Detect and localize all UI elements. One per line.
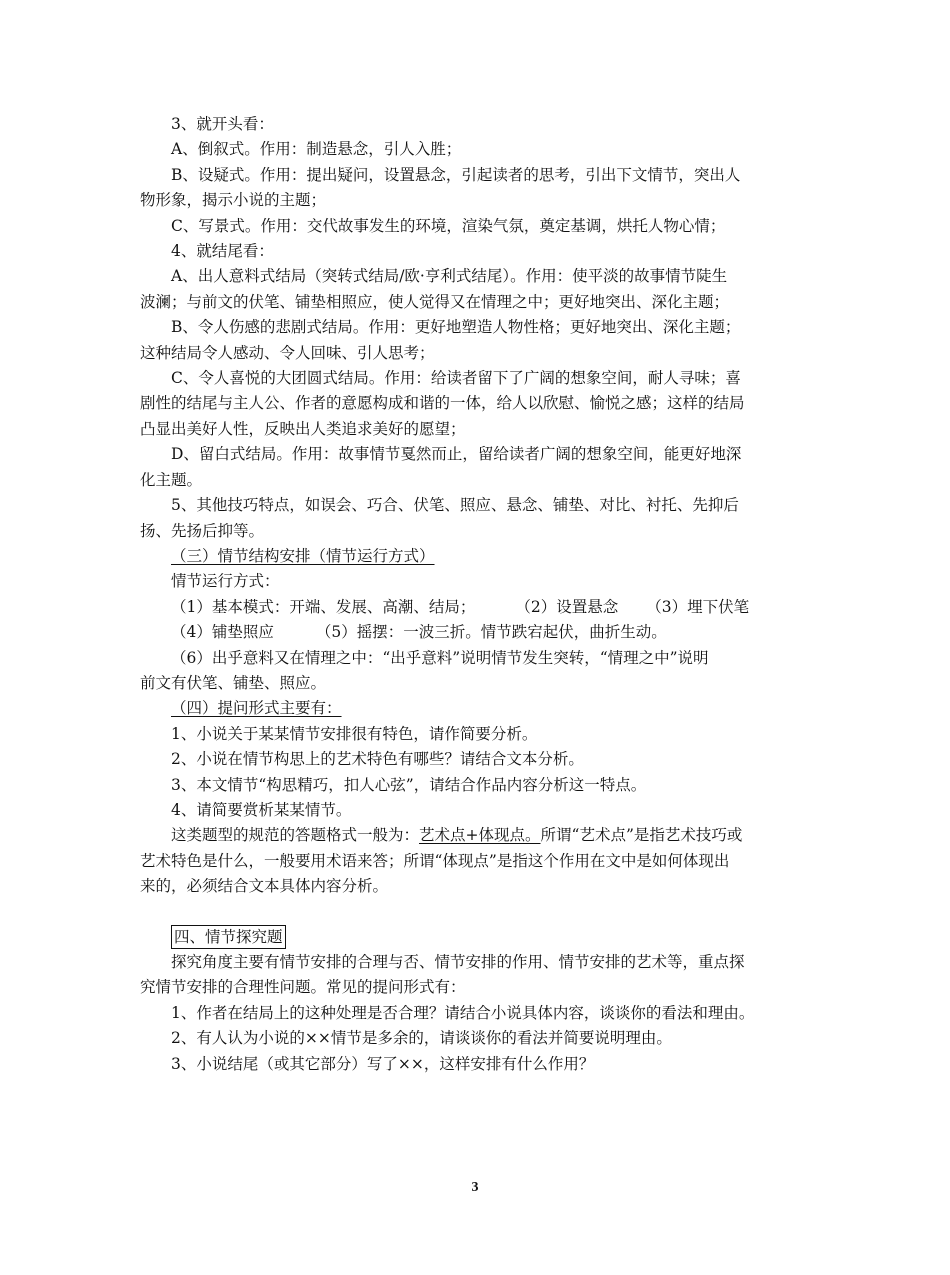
question-item: 1、小说关于某某情节安排很有特色，请作简要分析。 bbox=[171, 724, 538, 743]
paragraph: 艺术特色是什么，一般要用术语来答；所谓“体现点”是指这个作用在文中是如何体现出 bbox=[140, 851, 730, 870]
part3-label: 情节运行方式： bbox=[171, 572, 280, 591]
part4-heading: （四）提问形式主要有： bbox=[171, 699, 342, 718]
plot-mode-row bbox=[140, 620, 820, 645]
question-item: 1、作者在结局上的这种处理是否合理？请结合小说具体内容，谈谈你的看法和理由。 bbox=[171, 1003, 755, 1022]
paragraph: 剧性的结尾与主人公、作者的意愿构成和谐的一体，给人以欣慰、愉悦之感；这样的结局 bbox=[140, 394, 745, 413]
part5-heading: 四、情节探究题 bbox=[171, 925, 286, 949]
answer-format-highlight: 艺术点+体现点。 bbox=[419, 826, 541, 845]
question-item: 3、本文情节“构思精巧，扣人心弦”，请结合作品内容分析这一特点。 bbox=[171, 775, 647, 794]
question-item: 4、请简要赏析某某情节。 bbox=[171, 800, 352, 819]
paragraph: 波澜；与前文的伏笔、铺垫相照应，使人觉得又在情理之中；更好地突出、深化主题； bbox=[140, 292, 730, 311]
paragraph: 究情节安排的合理性问题。常见的提问形式有： bbox=[140, 978, 466, 997]
paragraph: C、写景式。作用：交代故事发生的环境，渲染气氛，奠定基调，烘托人物心情； bbox=[171, 216, 726, 235]
question-item: 3、小说结尾（或其它部分）写了××，这样安排有什么作用？ bbox=[171, 1054, 595, 1073]
paragraph: C、令人喜悦的大团圆式结局。作用：给读者留下了广阔的想象空间，耐人寻味；喜 bbox=[171, 369, 741, 388]
section-heading: 3、就开头看： bbox=[171, 115, 274, 133]
plot-mode-item: 前文有伏笔、铺垫、照应。 bbox=[140, 673, 327, 692]
part3-heading: （三）情节结构安排（情节运行方式） bbox=[171, 546, 435, 565]
paragraph: B、设疑式。作用：提出疑问，设置悬念，引起读者的思考，引出下文情节，突出人 bbox=[171, 165, 741, 184]
paragraph: A、倒叙式。作用：制造悬念，引人入胜； bbox=[171, 140, 462, 159]
plot-mode-item: （2）设置悬念 bbox=[515, 597, 619, 616]
answer-format: 这类题型的规范的答题格式一般为：艺术点+体现点。所谓“艺术点”是指艺术技巧或 bbox=[171, 826, 743, 845]
paragraph: D、留白式结局。作用：故事情节戛然而止，留给读者广阔的想象空间，能更好地深 bbox=[171, 445, 742, 464]
paragraph: 5、其他技巧特点，如误会、巧合、伏笔、照应、悬念、铺垫、对比、衬托、先抑后 bbox=[171, 496, 739, 515]
section-heading: 4、就结尾看： bbox=[171, 242, 274, 261]
paragraph: 化主题。 bbox=[140, 470, 203, 489]
plot-mode-item: （4）铺垫照应 bbox=[171, 623, 274, 642]
paragraph: 这种结局令人感动、令人回味、引人思考； bbox=[140, 343, 435, 362]
question-item: 2、小说在情节构思上的艺术特色有哪些？请结合文本分析。 bbox=[171, 750, 584, 769]
paragraph: 物形象，揭示小说的主题； bbox=[140, 191, 327, 210]
paragraph: 扬、先扬后抑等。 bbox=[140, 521, 265, 540]
plot-mode-item: （1）基本模式：开端、发展、高潮、结局； bbox=[171, 597, 476, 616]
paragraph: 来的，必须结合文本具体内容分析。 bbox=[140, 877, 389, 896]
plot-mode-item: （3）埋下伏笔 bbox=[646, 597, 750, 616]
plot-mode-item: （5）摇摆：一波三折。情节跌宕起伏，曲折生动。 bbox=[315, 623, 667, 642]
document-page bbox=[140, 112, 820, 1077]
plot-mode-row bbox=[140, 595, 820, 620]
page-number: 3 bbox=[471, 1180, 479, 1195]
part5-heading-row bbox=[140, 925, 820, 950]
paragraph: B、令人伤感的悲剧式结局。作用：更好地塑造人物性格；更好地突出、深化主题； bbox=[171, 318, 741, 337]
plot-mode-item: （6）出乎意料又在情理之中：“出乎意料”说明情节发生突转，“情理之中”说明 bbox=[171, 648, 709, 667]
question-item: 2、有人认为小说的××情节是多余的，请谈谈你的看法并简要说明理由。 bbox=[171, 1029, 672, 1048]
paragraph: 凸显出美好人性，反映出人类追求美好的愿望； bbox=[140, 419, 466, 438]
paragraph: 探究角度主要有情节安排的合理与否、情节安排的作用、情节安排的艺术等，重点探 bbox=[171, 953, 745, 971]
paragraph: A、出人意料式结局（突转式结局/欧·亨利式结尾）。作用：使平淡的故事情节陡生 bbox=[171, 267, 728, 286]
